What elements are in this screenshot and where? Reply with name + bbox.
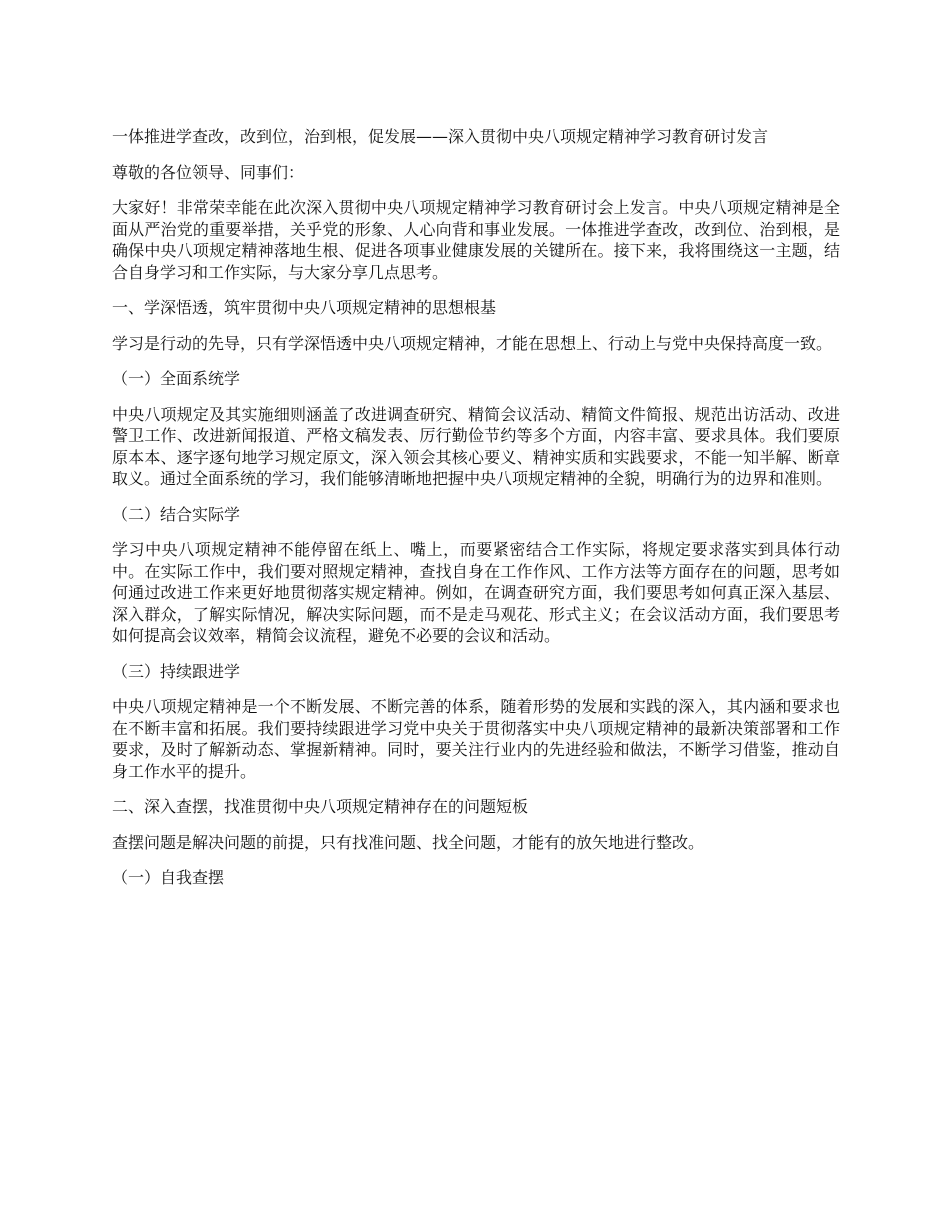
section-1-sub-1-text: 中央八项规定及其实施细则涵盖了改进调查研究、精简会议活动、精简文件简报、规范出访活动、改进警卫工作、改进新闻报道、严格文稿发表、厉行勤俭节约等多个方面，内容丰富、要求具体。我们要原原本本、逐字逐句地学习规定原文，深入领会其核心要义、精神实质和实践要求，不能一知半解、断章取义。通过全面系统的学习，我们能够清晰地把握中央八项规定精神的全貌，明确行为的边界和准则。 [112, 404, 840, 488]
section-1-heading: 一、学深悟透，筑牢贯彻中央八项规定精神的思想根基 [112, 298, 497, 317]
section-1-sub-2-heading: （二）结合实际学 [112, 504, 241, 524]
section-1-sub-3-heading: （三）持续跟进学 [112, 661, 241, 681]
section-1-sub-2-text: 学习中央八项规定精神不能停留在纸上、嘴上，而要紧密结合工作实际，将规定要求落实到具体行动中。在实际工作中，我们要对照规定精神，查找自身在工作作风、工作方法等方面存在的问题，思考如何通过改进工作来更好地贯彻落实规定精神。例如，在调查研究方面，我们要思考如何真正深入基层、深入群众，了解实际情况，解决实际问题，而不是走马观花、形式主义；在会议活动方面，我们要思考如何提高会议效率，精简会议流程，避免不必要的会议和活动。 [112, 540, 840, 645]
salutation: 尊敬的各位领导、同事们： [112, 162, 305, 182]
section-2-sub-1-heading: （一）自我查摆 [112, 868, 225, 887]
document-body [112, 126, 840, 903]
section-1-intro: 学习是行动的先导，只有学深悟透中央八项规定精神，才能在思想上、行动上与党中央保持高度一致。 [112, 333, 833, 353]
section-2-heading: 二、深入查摆，找准贯彻中央八项规定精神存在的问题短板 [112, 797, 529, 816]
document-title: 一体推进学查改，改到位，治到根，促发展——深入贯彻中央八项规定精神学习教育研讨发言 [112, 127, 769, 146]
intro-paragraph: 大家好！非常荣幸能在此次深入贯彻中央八项规定精神学习教育研讨会上发言。中央八项规定精神是全面从严治党的重要举措，关乎党的形象、人心向背和事业发展。一体推进学查改，改到位、治到根，是确保中央八项规定精神落地生根、促进各项事业健康发展的关键所在。接下来，我将围绕这一主题，结合自身学习和工作实际，与大家分享几点思考。 [112, 198, 840, 282]
section-1-sub-3-text: 中央八项规定精神是一个不断发展、不断完善的体系，随着形势的发展和实践的深入，其内涵和要求也在不断丰富和拓展。我们要持续跟进学习党中央关于贯彻落实中央八项规定精神的最新决策部署和工作要求，及时了解新动态、掌握新精神。同时，要关注行业内的先进经验和做法，不断学习借鉴，推动自身工作水平的提升。 [112, 697, 840, 781]
section-2-intro: 查摆问题是解决问题的前提，只有找准问题、找全问题，才能有的放矢地进行整改。 [112, 832, 705, 852]
section-1-sub-1-heading: （一）全面系统学 [112, 369, 241, 388]
